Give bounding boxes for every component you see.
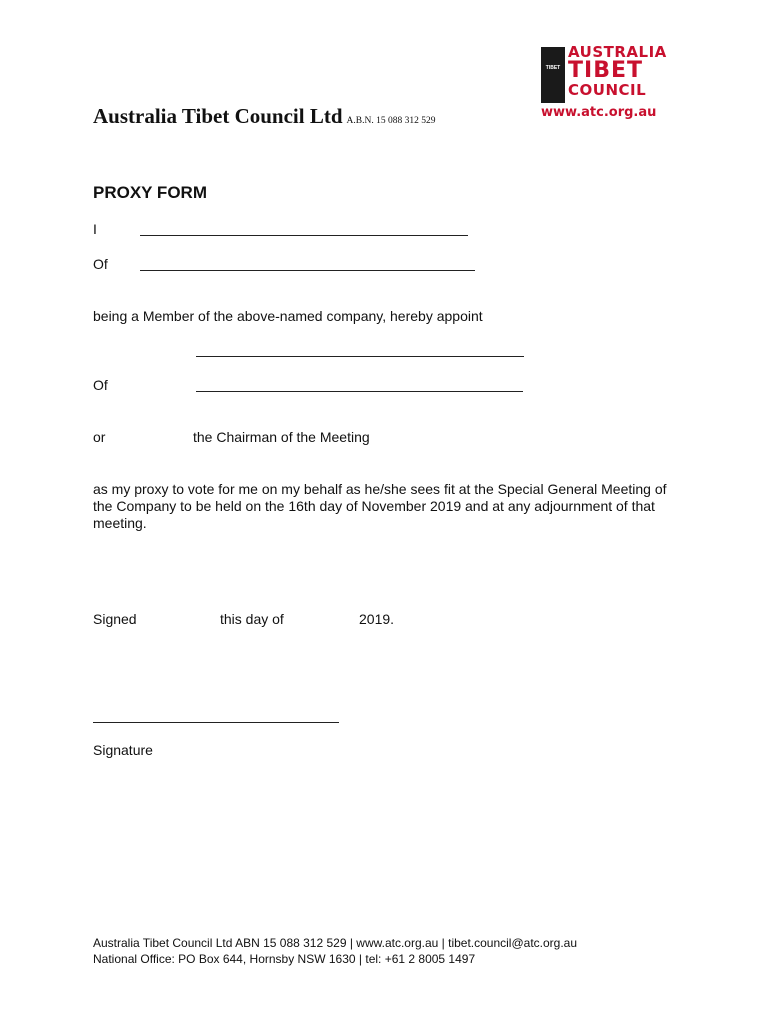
footer-line-2: National Office: PO Box 644, Hornsby NSW 1630 | tel: +61 2 8005 1497 (93, 952, 476, 966)
label-or: or (93, 429, 106, 445)
logo-word-council: COUNCIL (568, 81, 647, 99)
proxy-address-field[interactable] (196, 391, 523, 392)
atc-logo (541, 45, 671, 125)
form-title: PROXY FORM (93, 183, 207, 202)
logo-mark-text: TIBET (545, 65, 561, 71)
proxy-statement: as my proxy to vote for me on my behalf as he/she sees fit at the Special General Meeting of the Company to be held on the 16th day of November 2019 and at any adjournment of that meeting. (93, 481, 667, 531)
chairman-option: the Chairman of the Meeting (193, 429, 370, 445)
logo-word-tibet: TIBET (568, 58, 643, 83)
logo-mark-icon (541, 47, 565, 103)
logo-word-australia: AUSTRALIA (568, 43, 667, 61)
label-signature: Signature (93, 742, 153, 758)
label-of-proxy: Of (93, 377, 108, 393)
company-name: Australia Tibet Council Ltd (93, 104, 343, 128)
member-name-field[interactable] (140, 235, 468, 236)
footer (93, 935, 577, 967)
signature-field[interactable] (93, 722, 339, 723)
label-of: Of (93, 256, 108, 272)
label-i: I (93, 221, 97, 237)
proxy-name-field[interactable] (196, 356, 524, 357)
company-header (93, 104, 435, 129)
label-signed: Signed (93, 611, 137, 627)
abn-number: A.B.N. 15 088 312 529 (346, 116, 436, 126)
member-address-field[interactable] (140, 270, 475, 271)
appoint-text: being a Member of the above-named company, hereby appoint (93, 308, 483, 324)
logo-url: www.atc.org.au (541, 105, 657, 120)
footer-line-1: Australia Tibet Council Ltd ABN 15 088 312 529 | www.atc.org.au | tibet.council@atc.org.au (93, 936, 578, 950)
label-this-day-of: this day of (220, 611, 284, 627)
label-year: 2019. (359, 611, 395, 627)
